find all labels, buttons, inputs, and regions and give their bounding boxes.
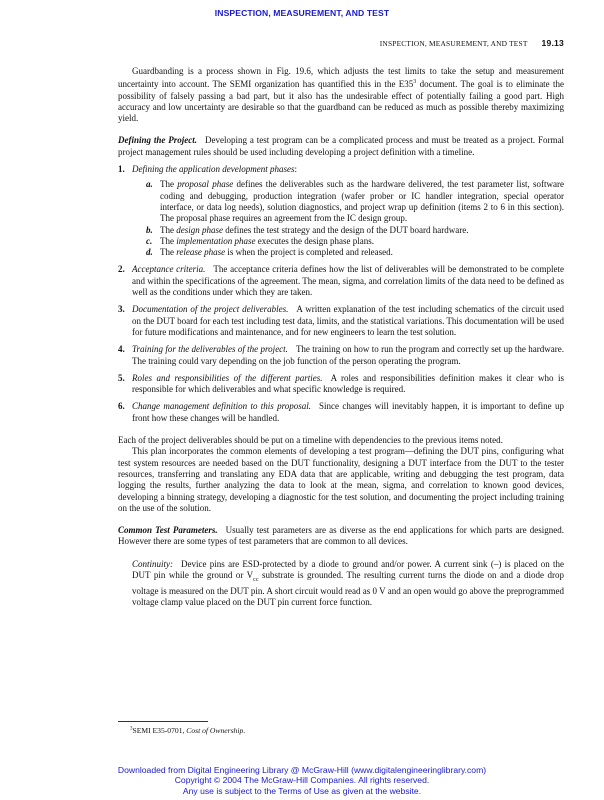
common-parameters-heading: Common Test Parameters. — [118, 525, 218, 536]
list-item-heading: Change management definition to this proposal. — [132, 401, 312, 412]
list-item: 2. Acceptance criteria. The acceptance criteria defines how the list of deliverables will be demonstrated to be complete and within the specifications of the agreement. The mean, sigma, and correlation limits of the data need to be defined as well as the conditions under which they are taken. — [118, 264, 564, 298]
download-footer — [0, 765, 604, 796]
page-number: 19.13 — [541, 38, 564, 48]
footnote-ref: 3 — [413, 79, 417, 86]
list-item-heading: Documentation of the project deliverables. — [132, 304, 289, 315]
guardbanding-paragraph: Guardbanding is a process shown in Fig. 19.6, which adjusts the test limits to take the setup and measurement uncertainty into account. The SEMI organization has quantified this in the $E35^3$ document. The goal is to eliminate the possibility of falsely passing a bad part, but it also has the undesirable effect of potentially failing a good part. High accuracy and low uncertainty are desirable so that the guardband can be reduced as much as possible thereby maximizing yield. — [118, 66, 564, 124]
list-item-heading: Training for the deliverables of the project. — [132, 344, 288, 355]
list-item: 4. Training for the deliverables of the project. The training on how to run the program and correctly set up the hardware. The training could vary depending on the job function of the person operating the program. — [118, 344, 564, 366]
continuity-paragraph: Continuity: Device pins are ESD-protected by a diode to ground and/or power. A current sink (–) is placed on the DUT pin while the ground or $V_{cc}$ substrate is grounded. The resulting current turns the diode on and a diode drop voltage is measured on the DUT pin. A short circuit would read as 0 V and an open would go above the preprogrammed voltage clamp value placed on the DUT pin current force function. — [132, 558, 564, 608]
footer-line-source[interactable]: Downloaded from Digital Engineering Library @ McGraw-Hill (www.digitalengineeringlibrary.com) — [117, 765, 487, 775]
list-item: 5. Roles and responsibilities of the different parties. A roles and responsibilities definition makes it clear who is responsible for which deliverables and what specific knowledge is required. — [118, 372, 564, 395]
sublist-item: d. The release phase is when the project is completed and released. — [146, 247, 393, 258]
list-item: 3. Documentation of the project deliverables. A written explanation of the test including schematics of the circuit used on the DUT board for each test including test data, limits, and the statistical variations. This documentation will be used for future modifications and maintenance, and for new engineers to learn the test solution. — [118, 304, 564, 337]
footer-line-copyright: Copyright © 2004 The McGraw-Hill Companies. All rights reserved. — [174, 775, 430, 786]
sublist-item: a. The proposal phase defines the deliverables such as the hardware delivered, the test parameter list, software coding and debugging, production integration (wafer prober or IC handler integration, special operator interface, or data log needs), solution diagnostics, and project wrap up definition (items 2 to 6 in this section). The proposal phase requires an agreement from the IC design group. — [146, 179, 564, 224]
phase-sublist — [132, 179, 564, 258]
list-item-heading: Roles and responsibilities of the different parties. — [132, 372, 323, 383]
common-parameters-paragraph: Common Test Parameters. Usually test parameters are as diverse as the end applications for which parts are designed. However there are some types of test parameters that are common to all devices. — [118, 525, 564, 547]
sublist-item: c. The implementation phase executes the design phase plans. — [146, 235, 374, 246]
header-banner: INSPECTION, MEASUREMENT, AND TEST — [214, 8, 390, 18]
page-body — [118, 66, 564, 609]
list-item: 6. Change management definition to this proposal. Since changes will inevitably happen, it is important to define up front how these changes will be handled. — [118, 401, 564, 423]
running-head — [380, 38, 564, 48]
defining-project-heading: Defining the Project. — [118, 135, 197, 146]
continuity-heading: Continuity: — [132, 558, 173, 569]
defining-project-paragraph: Defining the Project. Developing a test program can be a complicated process and must be treated as a project. Formal project management rules should be used including developing a project definition with a timeline. — [118, 135, 564, 157]
list-item: 1. Defining the application development phases: a. The proposal phase defines the deliverables such as the hardware delivered, the test parameter list, software coding and debugging, production integration (wafer prober or IC handler integration, special operator interface, or data log needs), solution diagnostics, and project wrap up definition (items 2 to 6 in this section). The proposal phase requires an agreement from the IC design group. b. The design phase defines the test strategy and the design of the DUT board hardware. c. The implementation phase executes the design phase plans. d. The release phase is when the project is completed and released. — [118, 164, 564, 258]
footnote: $^3$SEMI E35-0701, Cost of Ownership. — [130, 726, 246, 735]
footnote-divider — [118, 721, 208, 722]
plan-paragraph: This plan incorporates the common elements of developing a test program—defining the DUT pins, configuring what test system resources are needed based on the DUT functionality, designing a DUT interface from the DUT to the tester resources, transferring and translating any EDA data that are applicable, writing and debugging the test program, data logging the results, further analyzing the data to look at the mean, sigma, and correlation to known good devices, developing a binning strategy, developing a diagnostic for the test solution, and documenting the project including training on the use of the solution. — [118, 446, 564, 513]
list-item-heading: Defining the application development phases — [132, 164, 295, 175]
sublist-item: b. The design phase defines the test strategy and the design of the DUT board hardware. — [146, 224, 469, 235]
deliverables-paragraph: Each of the project deliverables should be put on a timeline with dependencies to the previous items noted. — [118, 435, 503, 446]
running-head-title: INSPECTION, MEASUREMENT, AND TEST — [379, 39, 528, 48]
list-item-heading: Acceptance criteria. — [132, 264, 206, 275]
footer-line-terms[interactable]: Any use is subject to the Terms of Use as given at the website. — [182, 785, 422, 796]
